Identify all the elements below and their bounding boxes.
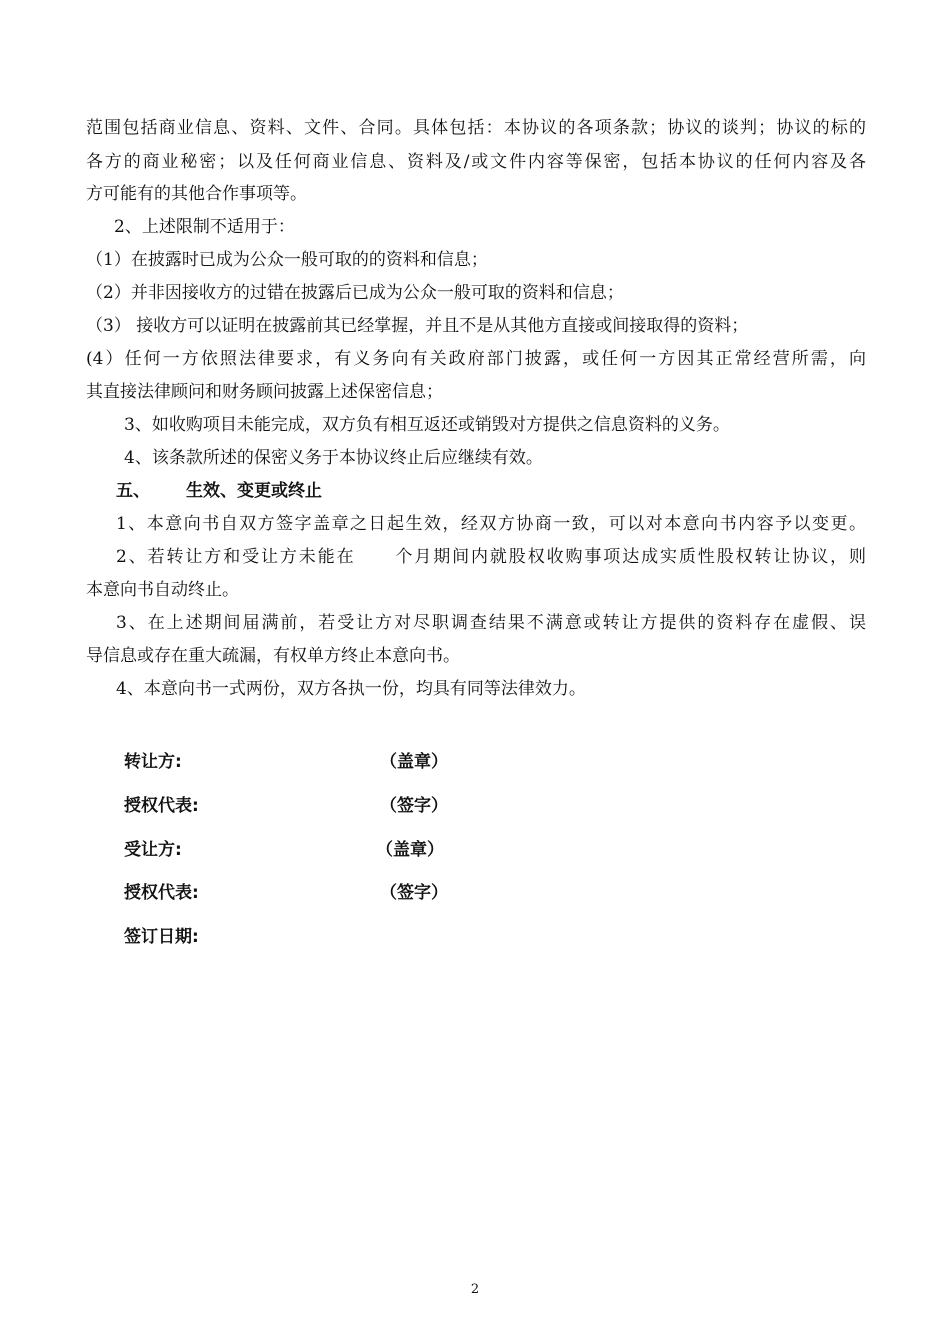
clause-2-item-4-line-2: 其直接法律顾问和财务顾问披露上述保密信息；: [86, 382, 443, 402]
clause-2-item-4-line-1: (4）任何一方依照法律要求，有义务向有关政府部门披露，或任何一方因其正常经营所需，向: [86, 349, 866, 369]
transferor-rep-sign-mark: （签字）: [380, 796, 448, 816]
section-5-clause-2-line-1: [116, 546, 866, 568]
transferor-rep-label: 授权代表:: [124, 796, 199, 816]
paragraph-line: 范围包括商业信息、资料、文件、合同。具体包括：本协议的各项条款；协议的谈判；协议的标的: [86, 118, 866, 138]
transferor-label: 转让方:: [124, 752, 182, 772]
section-5-clause-3-line-1: 3、在上述期间届满前，若受让方对尽职调查结果不满意或转让方提供的资料存在虚假、误: [116, 613, 866, 633]
section-title: 生效、变更或终止: [186, 481, 322, 501]
clause-3: 3、如收购项目未能完成，双方负有相互返还或销毁对方提供之信息资料的义务。: [124, 415, 730, 435]
section-5-heading: [116, 480, 866, 502]
transferee-label: 受让方:: [124, 840, 182, 860]
section-number: 五、: [116, 481, 150, 501]
paragraph-line: 各方的商业秘密；以及任何商业信息、资料及/或文件内容等保密，包括本协议的任何内容及各: [86, 152, 866, 172]
transferee-rep-sign-mark: （签字）: [380, 883, 448, 903]
transferor-seal-mark: （盖章）: [380, 752, 448, 772]
transferee-seal-mark: （盖章）: [376, 840, 444, 860]
clause-2-item-3: （3） 接收方可以证明在披露前其已经掌握，并且不是从其他方直接或间接取得的资料；: [86, 316, 749, 336]
clause-2-text-part-2: 个月期间内就股权收购事项达成实质性股权转让协议，则: [393, 547, 866, 567]
section-5-clause-3-line-2: 导信息或存在重大疏漏，有权单方终止本意向书。: [86, 646, 460, 666]
section-5-clause-2-line-2: 本意向书自动终止。: [86, 580, 239, 600]
page-number: 2: [470, 1282, 480, 1297]
clause-2-item-1: （1）在披露时已成为公众一般可取的的资料和信息；: [86, 250, 488, 270]
section-5-clause-1: 1、本意向书自双方签字盖章之日起生效，经双方协商一致，可以对本意向书内容予以变更。: [116, 514, 866, 534]
clause-4: 4、该条款所述的保密义务于本协议终止后应继续有效。: [124, 448, 543, 468]
signing-date-label: 签订日期:: [124, 927, 199, 947]
section-5-clause-4: 4、本意向书一式两份，双方各执一份，均具有同等法律效力。: [116, 679, 586, 699]
clause-2-text-part-1: 2、若转让方和受让方未能在: [116, 547, 356, 567]
transferee-rep-label: 授权代表:: [124, 883, 199, 903]
clause-2-heading: 2、上述限制不适用于：: [114, 217, 295, 237]
paragraph-line: 方可能有的其他合作事项等。: [86, 184, 307, 204]
clause-2-item-2: （2）并非因接收方的过错在披露后已成为公众一般可取的资料和信息；: [86, 283, 624, 303]
